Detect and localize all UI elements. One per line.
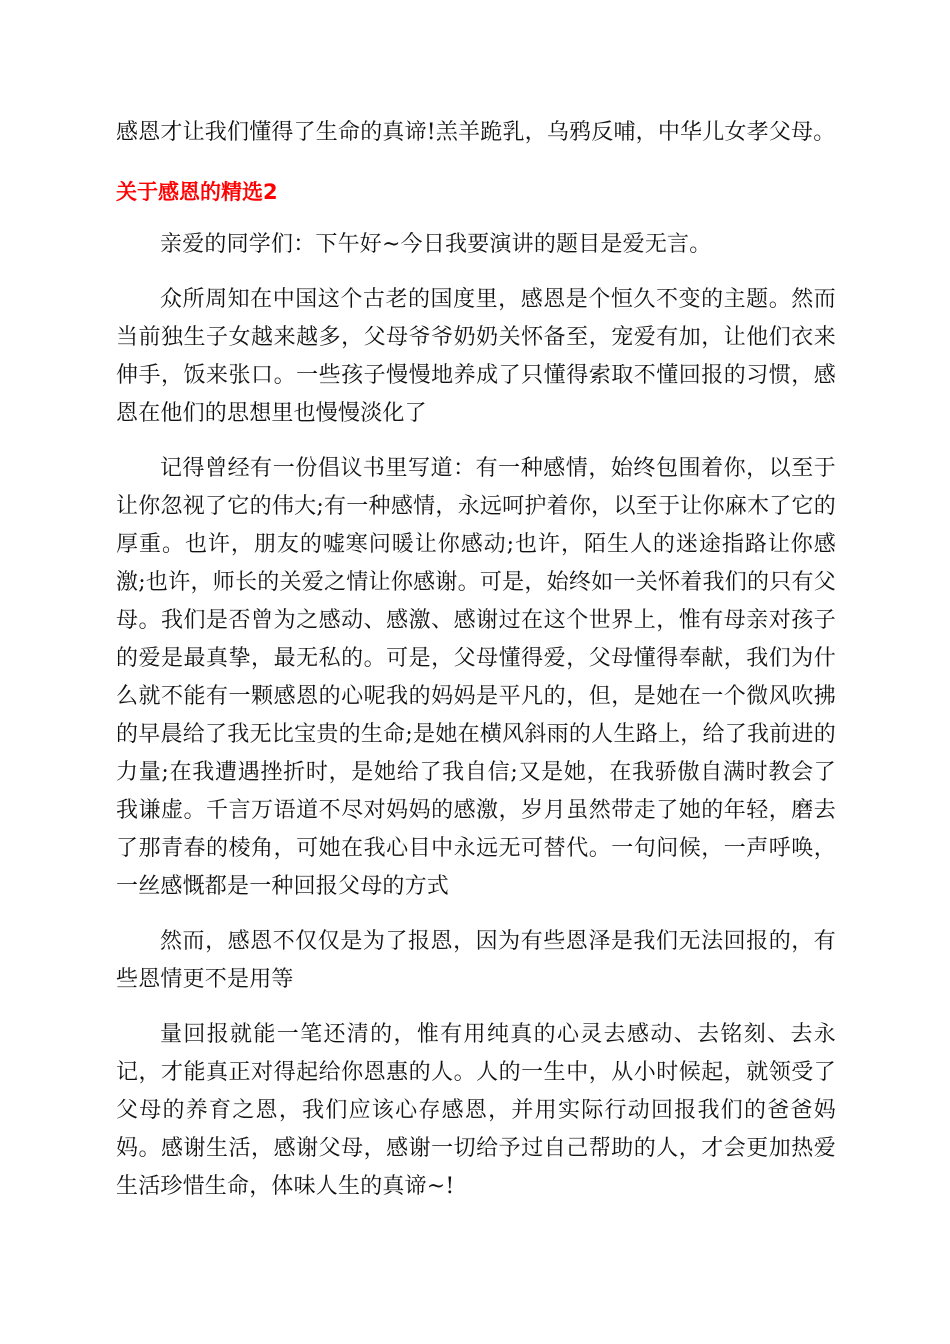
paragraph-intro: 感恩才让我们懂得了生命的真谛!羔羊跪乳，乌鸦反哺，中华儿女孝父母。: [116, 120, 836, 145]
paragraph-proposal: 记得曾经有一份倡议书里写道：有一种感情，始终包围着你，以至于让你忽视了它的伟大;有一种感情，永远呵护着你，以至于让你麻木了它的厚重。也许，朋友的嘘寒问暖让你感动;也许，陌生人的迷途指路让你感激;也许，师长的关爱之情让你感谢。可是，始终如一关怀着我们的只有父母。我们是否曾为之感动、感激、感谢过在这个世界上，惟有母亲对孩子的爱是最真挚，最无私的。可是，父母懂得爱，父母懂得奉献，我们为什么就不能有一颗感恩的心呢我的妈妈是平凡的，但，是她在一个微风吹拂的早晨给了我无比宝贵的生命;是她在横风斜雨的人生路上，给了我前进的力量;在我遭遇挫折时，是她给了我自信;又是她，在我骄傲自满时教会了我谦虚。千言万语道不尽对妈妈的感激，岁月虽然带走了她的年轻，磨去了那青春的棱角，可她在我心目中永远无可替代。一句问候，一声呼唤，一丝感慨都是一种回报父母的方式: [116, 456, 836, 899]
paragraph-conclusion: 量回报就能一笔还清的，惟有用纯真的心灵去感动、去铭刻、去永记，才能真正对得起给你恩惠的人。人的一生中，从小时候起，就领受了父母的养育之恩，我们应该心存感恩，并用实际行动回报我们的爸爸妈妈。感谢生活，感谢父母，感谢一切给予过自己帮助的人，才会更加热爱生活珍惜生命，体味人生的真谛~!: [116, 1022, 836, 1199]
section-heading: 关于感恩的精选2: [116, 180, 278, 204]
document-page: [116, 114, 836, 1206]
paragraph-greeting: 亲爱的同学们：下午好~今日我要演讲的题目是爱无言。: [160, 232, 712, 257]
paragraph-gratitude: 然而，感恩不仅仅是为了报恩，因为有些恩泽是我们无法回报的，有些恩情更不是用等: [116, 929, 836, 992]
paragraph-theme: 众所周知在中国这个古老的国度里，感恩是个恒久不变的主题。然而当前独生子女越来越多，父母爷爷奶奶关怀备至，宠爱有加，让他们衣来伸手，饭来张口。一些孩子慢慢地养成了只懂得索取不懂回报的习惯，感恩在他们的思想里也慢慢淡化了: [116, 287, 836, 426]
